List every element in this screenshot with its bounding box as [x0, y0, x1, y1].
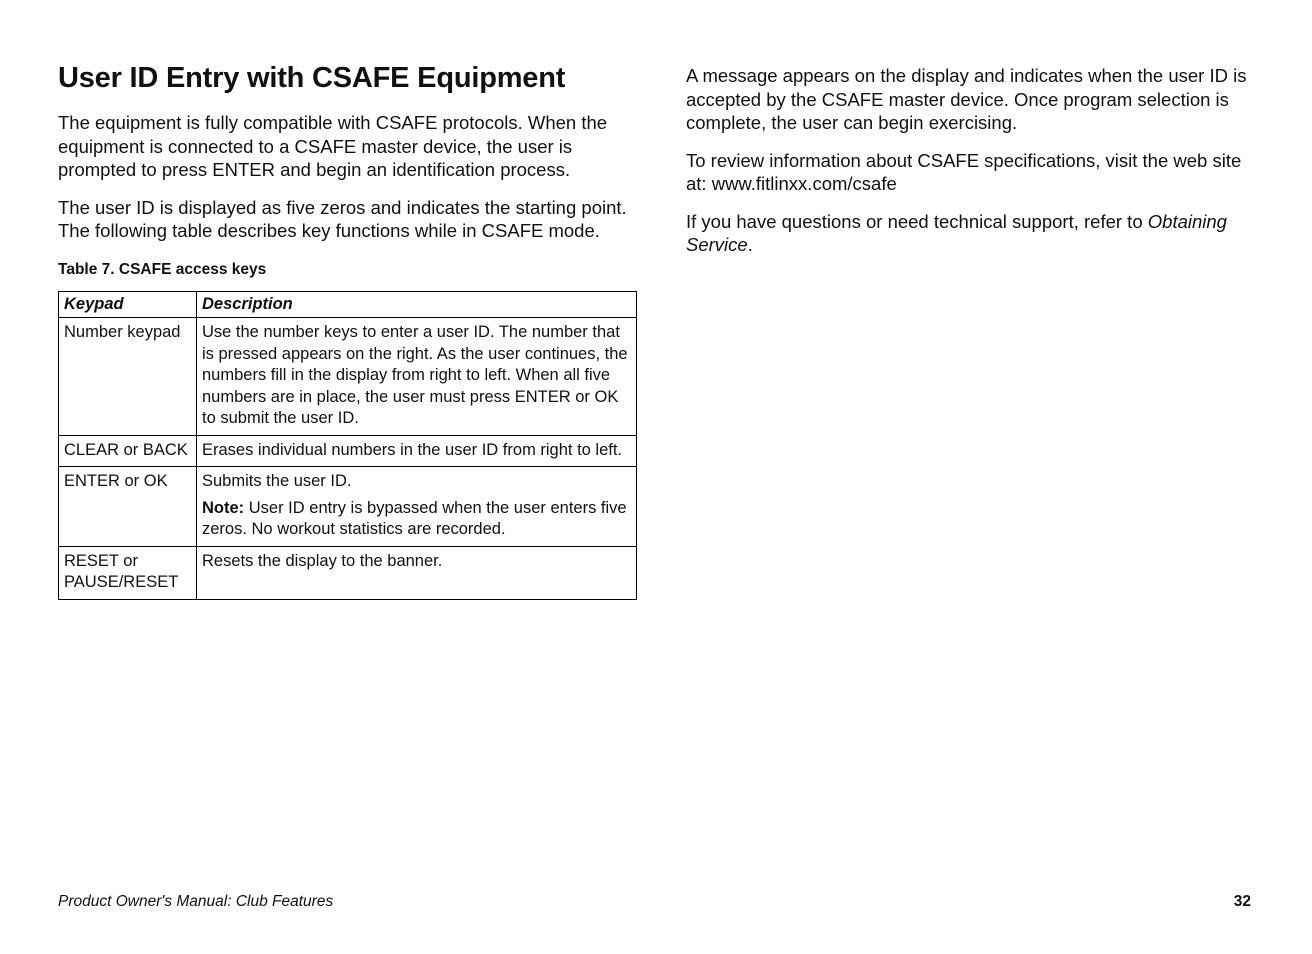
right-column	[686, 64, 1256, 271]
page-title: User ID Entry with CSAFE Equipment	[58, 62, 566, 94]
row-note	[202, 498, 631, 541]
footer-title: Product Owner's Manual: Club Features	[58, 893, 334, 910]
table-row	[59, 467, 637, 547]
header-keypad: Keypad	[59, 291, 197, 318]
message-paragraph: A message appears on the display and indicates when the user ID is accepted by the CSAFE master device. Once program selection is complete, the user can begin exercising.	[686, 65, 1247, 133]
table-row	[59, 318, 637, 436]
row-description: Erases individual numbers in the user ID from right to left.	[197, 435, 637, 467]
table-row	[59, 546, 637, 599]
obtaining-service-link[interactable]: Obtaining Service	[686, 210, 1227, 255]
left-column	[58, 58, 638, 600]
support-end: .	[747, 234, 753, 255]
specifications-paragraph: To review information about CSAFE specifications, visit the web site at: www.fitlinxx.com/csafe	[686, 149, 1242, 194]
table-row	[59, 435, 637, 467]
support-text: If you have questions or need technical support, refer to	[686, 210, 1148, 232]
row-key: ENTER or OK	[59, 467, 197, 547]
support-paragraph	[686, 210, 1256, 257]
note-label: Note:	[202, 498, 245, 517]
table-caption: Table 7. CSAFE access keys	[58, 260, 267, 278]
page-number: 32	[1233, 893, 1251, 910]
row-description-cell	[197, 467, 637, 547]
row-description: Submits the user ID.	[202, 472, 352, 490]
row-description: Use the number keys to enter a user ID. The number that is pressed appears on the right. As the user continues, the numbers fill in the display from right to left. When all five numbers are in place, the user must press ENTER or OK to submit the user ID.	[197, 318, 637, 436]
note-text: User ID entry is bypassed when the user enters five zeros. No workout statistics are recorded.	[202, 498, 627, 538]
row-key: CLEAR or BACK	[59, 435, 197, 467]
row-key: Number keypad	[59, 318, 197, 436]
intro-paragraph: The equipment is fully compatible with CSAFE protocols. When the equipment is connected to a CSAFE master device, the user is prompted to press ENTER and begin an identification process.	[58, 112, 608, 180]
header-description: Description	[197, 291, 637, 318]
table-header-row	[59, 291, 637, 318]
row-key: RESET or PAUSE/RESET	[59, 546, 197, 599]
row-description: Resets the display to the banner.	[197, 546, 637, 599]
csafe-keys-table	[58, 291, 637, 600]
user-id-paragraph: The user ID is displayed as five zeros and indicates the starting point. The following table describes key functions while in CSAFE mode.	[58, 196, 627, 241]
